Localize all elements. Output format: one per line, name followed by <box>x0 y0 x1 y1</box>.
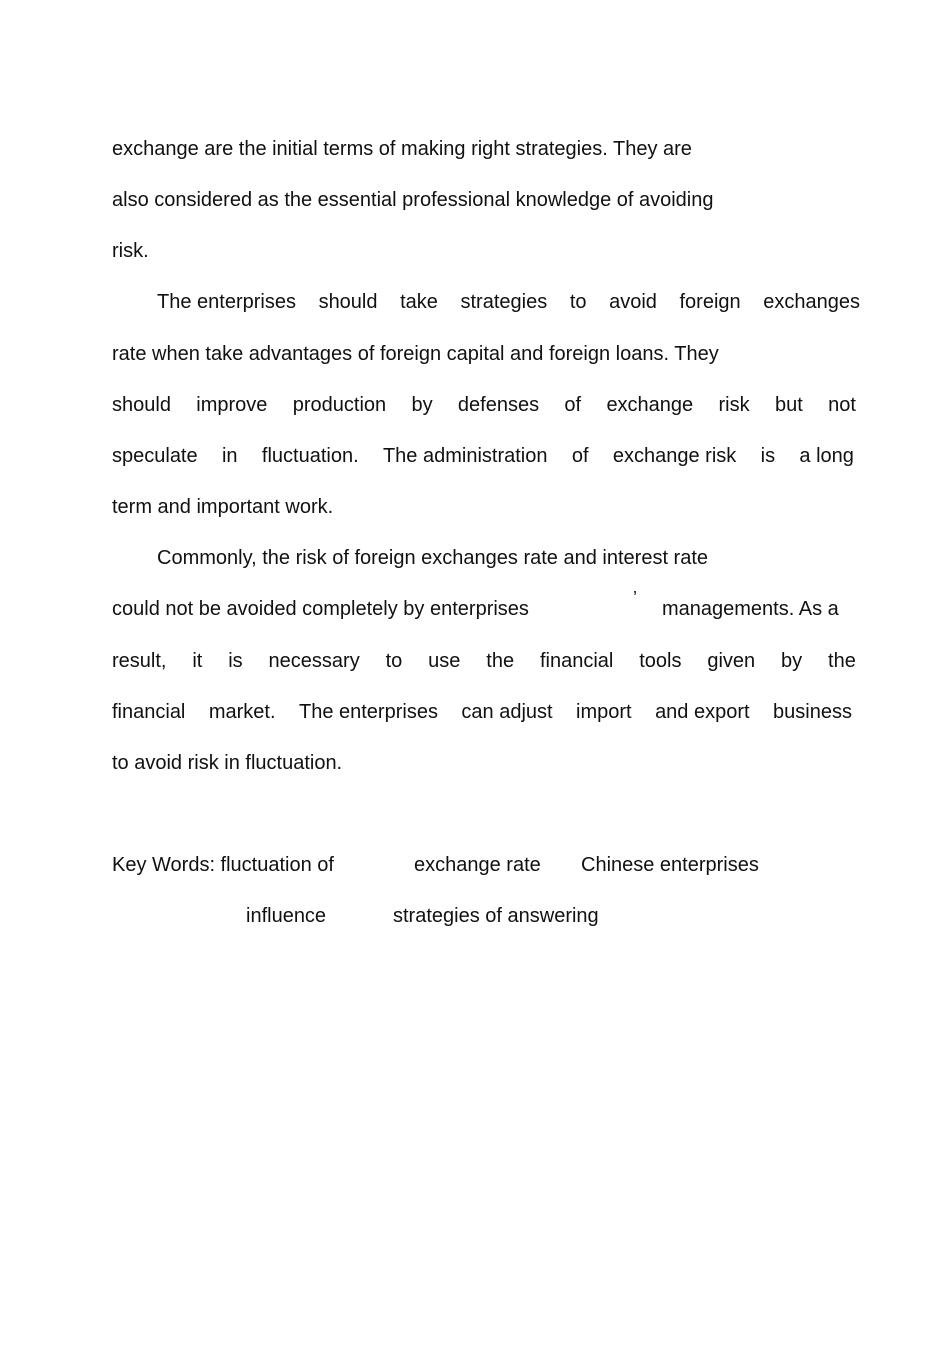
word: should <box>318 291 378 313</box>
word: use <box>428 650 461 672</box>
word: of <box>571 445 589 467</box>
word: by <box>411 394 433 416</box>
keyword-exchange-rate: exchange rate <box>414 854 541 876</box>
apostrophe-mark: ’ <box>633 588 637 608</box>
word: tools <box>639 650 682 672</box>
word: speculate <box>112 445 198 467</box>
word: exchanges <box>763 291 860 313</box>
keyword-influence: influence <box>246 905 327 927</box>
word: strategies <box>460 291 548 313</box>
p3-line-3 <box>112 646 856 676</box>
keyword-chinese-enterprises: Chinese enterprises <box>581 854 759 876</box>
p2-line-2: rate when take advantages of foreign capital and foreign loans. They <box>112 343 719 365</box>
word: of <box>564 394 582 416</box>
p2-line-5: term and important work. <box>112 496 334 518</box>
word: not <box>828 394 856 416</box>
word: in <box>221 445 238 467</box>
word: financial <box>539 650 614 672</box>
word: The enterprises <box>157 291 296 313</box>
word: and export <box>655 701 750 723</box>
word: import <box>576 701 632 723</box>
word: defenses <box>457 394 540 416</box>
word: should <box>112 394 171 416</box>
word: exchange risk <box>612 445 737 467</box>
word: the <box>828 650 856 672</box>
p2-line-4 <box>112 441 854 471</box>
p2-line-1 <box>157 287 860 317</box>
p3-line-2b: managements. As a <box>662 598 839 620</box>
word: financial <box>112 701 186 723</box>
keyword-strategies: strategies of answering <box>393 905 599 927</box>
word: The administration <box>382 445 548 467</box>
word: necessary <box>268 650 360 672</box>
p3-line-4 <box>112 697 852 727</box>
word: fluctuation. <box>261 445 359 467</box>
word: given <box>707 650 756 672</box>
p3-line-1: Commonly, the risk of foreign exchanges rate and interest rate <box>157 547 709 569</box>
p3-line-5: to avoid risk in fluctuation. <box>112 752 343 774</box>
p1-line-3: risk. <box>112 240 149 262</box>
word: it <box>192 650 203 672</box>
word: market. <box>208 701 276 723</box>
word: is <box>228 650 243 672</box>
word: exchange <box>606 394 694 416</box>
word: the <box>486 650 515 672</box>
keywords-label: Key Words: fluctuation of <box>112 854 334 876</box>
p1-line-2: also considered as the essential professional knowledge of avoiding <box>112 189 714 211</box>
word: to <box>385 650 403 672</box>
word: result, <box>112 650 167 672</box>
word: improve <box>196 394 268 416</box>
word: The enterprises <box>298 701 438 723</box>
word: but <box>774 394 803 416</box>
word: take <box>400 291 438 313</box>
p1-line-1: exchange are the initial terms of making right strategies. They are <box>112 138 692 160</box>
word: foreign <box>679 291 741 313</box>
word: to <box>569 291 587 313</box>
p2-line-3 <box>112 390 856 420</box>
word: avoid <box>609 291 657 313</box>
word: business <box>773 701 852 723</box>
word: production <box>292 394 387 416</box>
word: risk <box>718 394 750 416</box>
p3-line-2a: could not be avoided completely by enterprises <box>112 598 529 620</box>
word: a long <box>799 445 854 467</box>
word: by <box>781 650 803 672</box>
word: can adjust <box>461 701 553 723</box>
word: is <box>760 445 776 467</box>
